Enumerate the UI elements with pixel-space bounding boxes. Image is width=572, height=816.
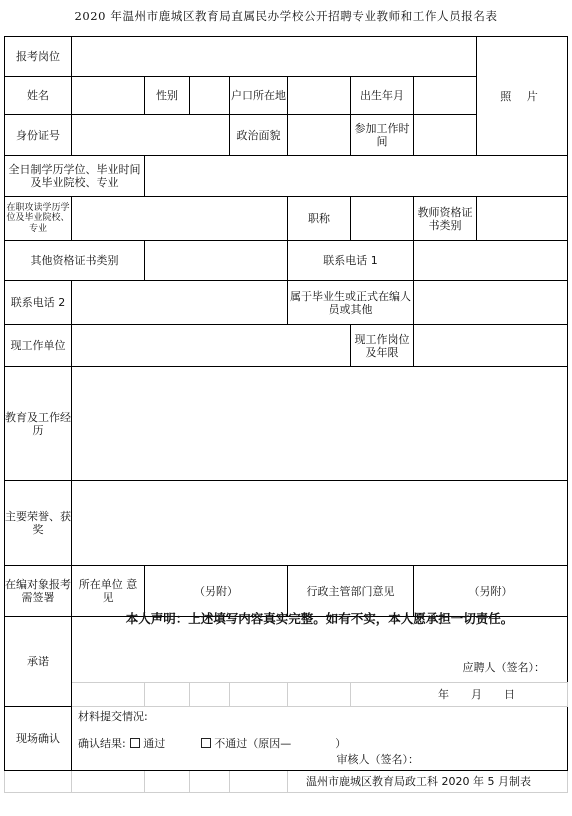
fail-option-label: 不通过（原因— ）	[214, 736, 347, 750]
footer-grid-cell	[145, 771, 190, 793]
pass-option-label: 通过	[143, 736, 166, 750]
graduate-or-staff-field[interactable]	[414, 281, 568, 325]
id-label: 身份证号	[5, 115, 72, 156]
pledge-area	[72, 610, 568, 683]
teacher-cert-label: 教师资格证书类别	[414, 197, 477, 241]
materials-label: 材料提交情况:	[78, 709, 148, 723]
inservice-edu-field[interactable]	[72, 197, 288, 241]
date-grid-cell	[230, 683, 288, 707]
birth-label: 出生年月	[351, 77, 414, 115]
date-grid-cell	[288, 683, 351, 707]
gender-field[interactable]	[190, 77, 230, 115]
post-label: 报考岗位	[5, 37, 72, 77]
unit-opinion-field[interactable]: （另附）	[145, 566, 288, 617]
onsite-confirm-label: 现场确认	[5, 707, 72, 771]
current-unit-field[interactable]	[72, 325, 351, 367]
work-start-field[interactable]	[414, 115, 477, 156]
applicant-signature[interactable]: 应聘人（签名）：	[462, 661, 546, 674]
other-cert-label: 其他资格证书类别	[5, 241, 145, 281]
admin-opinion-label: 行政主管部门意见	[288, 566, 414, 617]
fulltime-edu-field[interactable]	[145, 156, 568, 197]
post-field[interactable]	[72, 37, 477, 77]
footer-grid-cell	[190, 771, 230, 793]
confirm-result-row	[78, 737, 567, 750]
footer-grid-cell	[230, 771, 288, 793]
staff-sign-label: 在编对象报考需签署	[5, 566, 72, 617]
inservice-edu-label: 在职攻读学历学位及毕业院校、专业	[5, 197, 72, 241]
confirm-area	[72, 707, 568, 771]
honors-label: 主要荣誉、获奖	[5, 481, 72, 566]
edu-work-history-label: 教育及工作经历	[5, 367, 72, 481]
pledge-statement: 本人声明：上述填写内容真实完整。如有不实，本人愿承担一切责任。	[125, 610, 514, 626]
hukou-label: 户口所在地	[230, 77, 288, 115]
phone1-field[interactable]	[414, 241, 568, 281]
honors-field[interactable]	[72, 481, 568, 566]
phone1-label: 联系电话 1	[288, 241, 414, 281]
birth-field[interactable]	[414, 77, 477, 115]
edu-work-history-field[interactable]	[72, 367, 568, 481]
current-unit-label: 现工作单位	[5, 325, 72, 367]
phone2-label: 联系电话 2	[5, 281, 72, 325]
commitment-label: 承诺	[5, 617, 72, 707]
date-grid-cell	[145, 683, 190, 707]
teacher-cert-field[interactable]	[477, 197, 568, 241]
politics-label: 政治面貌	[230, 115, 288, 156]
fulltime-edu-label: 全日制学历学位、毕业时间及毕业院校、专业	[5, 156, 145, 197]
footer-note: 温州市鹿城区教育局政工科 2020 年 5 月制表	[288, 771, 568, 793]
fail-checkbox[interactable]	[201, 738, 211, 748]
title-rank-label: 职称	[288, 197, 351, 241]
name-label: 姓名	[5, 77, 72, 115]
footer-grid-cell	[72, 771, 145, 793]
title-rank-field[interactable]	[351, 197, 414, 241]
current-post-field[interactable]	[414, 325, 568, 367]
current-post-label: 现工作岗位及年限	[351, 325, 414, 367]
confirm-result-label: 确认结果:	[78, 736, 126, 750]
gender-label: 性别	[145, 77, 190, 115]
admin-opinion-field[interactable]: （另附）	[414, 566, 568, 617]
date-grid-cell	[190, 683, 230, 707]
pledge-date[interactable]	[351, 683, 568, 707]
hukou-field[interactable]	[288, 77, 351, 115]
form-title: 2020 年温州市鹿城区教育局直属民办学校公开招聘专业教师和工作人员报名表	[74, 9, 498, 23]
work-start-label: 参加工作时间	[351, 115, 414, 156]
footer-grid-cell	[5, 771, 72, 793]
pledge-date-text: 年 月 日	[438, 688, 516, 701]
id-field[interactable]	[72, 115, 230, 156]
pass-checkbox[interactable]	[130, 738, 140, 748]
other-cert-field[interactable]	[145, 241, 288, 281]
unit-opinion-label: 所在单位 意 见	[72, 566, 145, 617]
date-grid-cell	[72, 683, 145, 707]
reviewer-signature[interactable]: 审核人（签名）：	[336, 753, 420, 766]
phone2-field[interactable]	[72, 281, 288, 325]
politics-field[interactable]	[288, 115, 351, 156]
name-field[interactable]	[72, 77, 145, 115]
graduate-or-staff-label: 属于毕业生或正式在编人员或其他	[288, 281, 414, 325]
registration-form	[4, 36, 568, 793]
photo-box[interactable]: 照 片	[477, 37, 568, 156]
